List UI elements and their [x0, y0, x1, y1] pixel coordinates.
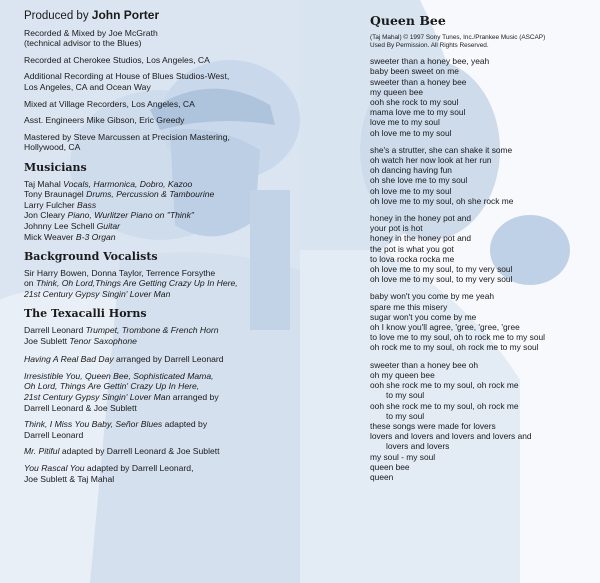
credit-entry — [24, 55, 292, 66]
lyric-line: oh love me to my soul, oh she rock me — [370, 195, 514, 206]
arranger-text: adapted by Darrell Leonard & Joe Sublett — [59, 446, 220, 457]
member-row — [24, 325, 292, 336]
credit-line: Mixed at Village Recorders, Los Angeles, CA — [24, 98, 195, 109]
lyric-line: ooh she rock to my soul — [370, 97, 459, 108]
credit-entry — [24, 132, 292, 153]
lyric-line: queen — [370, 471, 394, 482]
lyric-line: oh dancing having fun — [370, 165, 452, 176]
arrangement-entry — [24, 463, 292, 484]
arranger-text: Darrell Leonard & Joe Sublett — [24, 402, 137, 413]
member-role: Guitar — [96, 220, 121, 231]
credit-line: Hollywood, CA — [24, 142, 81, 153]
lyric-line: love me to my soul — [370, 117, 440, 128]
arrangement-line — [24, 419, 292, 430]
recording-credits — [24, 28, 292, 153]
song-names: Irresistible You, Queen Bee, Sophisticated Mama, — [24, 370, 214, 381]
lyric-line: baby won't you come by me yeah — [370, 291, 495, 302]
arrangement-entry — [24, 354, 292, 365]
credit-line: Additional Recording at House of Blues Studios-West, — [24, 71, 230, 82]
member-role: Trumpet, Trombone & French Horn — [85, 325, 219, 336]
member-row — [24, 221, 292, 232]
producer-name: John Porter — [91, 8, 160, 22]
arrangement-entry — [24, 371, 292, 413]
arrangement-line — [24, 474, 292, 485]
arrangement-line — [24, 392, 292, 403]
credit-line: Los Angeles, CA and Ocean Way — [24, 81, 151, 92]
arrangement-line — [24, 430, 292, 441]
lyric-line: honey in the honey pot and — [370, 233, 472, 244]
produced-label: Produced by — [24, 10, 89, 22]
member-row — [24, 232, 292, 243]
lyric-line: sweeter than a honey bee — [370, 76, 467, 87]
lyric-stanza — [370, 291, 594, 352]
lyric-line: to lova rocka rocka me — [370, 253, 455, 264]
lyric-line: oh my queen bee — [370, 369, 435, 380]
credit-line: Asst. Engineers Mike Gibson, Eric Greedy — [24, 115, 185, 126]
lyric-line: oh watch her now look at her run — [370, 155, 492, 166]
bg-songs-2: 21st Century Gypsy Singin' Lover Man — [24, 288, 171, 299]
lyric-line: to love me to my soul, oh to rock me to my soul — [370, 332, 546, 343]
member-row — [24, 200, 292, 211]
lyric-line: honey in the honey pot and — [370, 213, 472, 224]
bg-on-word: on — [24, 278, 34, 289]
arranger-text: adapted by — [162, 419, 208, 430]
member-role: B-3 Organ — [75, 231, 116, 242]
lyric-line: spare me this misery — [370, 301, 448, 312]
song-names: Think, I Miss You Baby, Señor Blues — [24, 419, 163, 430]
arranger-text: adapted by Darrell Leonard, — [84, 463, 194, 473]
member-role: Drums, Percussion & Tambourine — [86, 189, 215, 200]
member-role: Tenor Saxophone — [69, 335, 137, 346]
arranger-text: Darrell Leonard — [24, 429, 84, 440]
credit-line: Recorded & Mixed by Joe McGrath — [24, 27, 158, 38]
lyric-line: oh I know you'll agree, 'gree, 'gree, 'gree — [370, 322, 520, 333]
lyric-line: she's a strutter, she can shake it some — [370, 144, 513, 155]
credit-entry — [24, 28, 292, 49]
member-name: Taj Mahal — [24, 178, 61, 189]
lyric-line: mama love me to my soul — [370, 107, 466, 118]
copyright-line-2: Used By Permission. All Rights Reserved. — [370, 42, 489, 50]
credit-entry — [24, 99, 292, 110]
lyric-line: ooh she rock me to my soul, oh rock me — [370, 400, 519, 411]
lyric-line: oh rock me to my soul, oh rock me to my soul — [370, 342, 539, 353]
arranger-text: arranged by — [170, 392, 219, 403]
credit-entry — [24, 115, 292, 126]
lyric-line: sweeter than a honey bee oh — [370, 359, 479, 370]
song-title: Queen Bee — [370, 13, 446, 28]
song-names: Having A Real Bad Day — [24, 354, 114, 365]
member-row — [24, 189, 292, 200]
credit-entry — [24, 71, 292, 92]
member-role: Bass — [77, 199, 97, 210]
lyric-line: to my soul — [386, 390, 425, 401]
song-names: Oh Lord, Things Are Gettin' Crazy Up In Here, — [24, 381, 200, 392]
song-names: Mr. Pitiful — [24, 446, 60, 457]
lyric-line: to my soul — [386, 410, 425, 421]
arranger-text: arranged by Darrell Leonard — [113, 354, 224, 365]
member-name: Johnny Lee Schell — [24, 220, 95, 231]
arranger-text: Joe Sublett & Taj Mahal — [24, 473, 115, 484]
member-name: Tony Braunagel — [24, 189, 84, 200]
member-row — [24, 210, 292, 221]
lyric-line: sugar won't you come by me — [370, 311, 477, 322]
member-name: Joe Sublett — [24, 335, 67, 346]
credit-line: (technical advisor to the Blues) — [24, 38, 142, 49]
member-role: Piano, Wurlitzer Piano on "Think" — [67, 210, 194, 221]
member-name: Darrell Leonard — [24, 325, 84, 336]
arrangement-credits — [24, 354, 292, 484]
bg-vocalist-names: Sir Harry Bowen, Donna Taylor, Terrence Forsythe — [24, 267, 216, 278]
lyric-line: lovers and lovers and lovers and lovers and — [370, 431, 532, 442]
arrangement-entry — [24, 446, 292, 457]
horns-heading: The Texacalli Horns — [24, 307, 147, 321]
lyric-line: queen bee — [370, 461, 410, 472]
lyric-line: your pot is hot — [370, 223, 423, 234]
lyrics-column — [370, 13, 594, 489]
arrangement-line — [24, 403, 292, 414]
background-vocalists-heading: Background Vocalists — [24, 250, 158, 264]
lyric-line: oh love me to my soul — [370, 185, 452, 196]
member-name: Mick Weaver — [24, 231, 74, 242]
member-name: Larry Fulcher — [24, 199, 75, 210]
arrangement-entry — [24, 419, 292, 440]
credit-line: Mastered by Steve Marcussen at Precision Mastering, — [24, 131, 230, 142]
lyric-line: oh love me to my soul, to my very soul — [370, 264, 513, 275]
arrangement-line — [24, 381, 292, 392]
musicians-list — [24, 179, 292, 243]
member-name: Jon Cleary — [24, 210, 66, 221]
credits-column — [24, 10, 292, 490]
lyric-line: baby been sweet on me — [370, 66, 459, 77]
arrangement-line — [24, 446, 292, 457]
lyric-line: the pot is what you got — [370, 243, 454, 254]
member-row — [24, 179, 292, 190]
song-names: You Rascal You — [24, 463, 85, 473]
song-names: 21st Century Gypsy Singin' Lover Man — [24, 392, 171, 403]
lyric-line: my soul - my soul — [370, 451, 436, 462]
bg-songs-1: Think, Oh Lord,Things Are Getting Crazy Up In Here, — [35, 278, 238, 289]
lyric-line: these songs were made for lovers — [370, 420, 496, 431]
lyric-line: ooh she rock me to my soul, oh rock me — [370, 380, 519, 391]
arrangement-line — [24, 354, 292, 365]
lyric-stanza — [370, 56, 594, 138]
lyric-line: oh love me to my soul — [370, 127, 452, 138]
lyric-line: lovers and lovers — [386, 441, 450, 452]
credit-line: Recorded at Cherokee Studios, Los Angeles, CA — [24, 54, 210, 65]
lyric-stanza — [370, 360, 594, 482]
background-vocalists — [24, 268, 292, 300]
copyright-line-1: (Taj Mahal) © 1997 Sony Tunes, Inc./Prankee Music (ASCAP) — [370, 34, 546, 42]
lyric-line: oh love me to my soul, to my very soul — [370, 274, 513, 285]
lyric-line: my queen bee — [370, 86, 424, 97]
lyric-line: oh she love me to my soul — [370, 175, 468, 186]
producer-line — [24, 10, 292, 22]
arrangement-line — [24, 371, 292, 382]
lyric-line: sweeter than a honey bee, yeah — [370, 56, 490, 67]
horns-list — [24, 325, 292, 346]
lyric-stanza — [370, 213, 594, 284]
musicians-heading: Musicians — [24, 160, 87, 174]
member-row — [24, 336, 292, 347]
lyric-stanza — [370, 145, 594, 206]
lyrics — [370, 56, 594, 482]
member-role: Vocals, Harmonica, Dobro, Kazoo — [63, 178, 193, 189]
copyright-notice — [370, 34, 594, 50]
arrangement-line — [24, 463, 292, 474]
